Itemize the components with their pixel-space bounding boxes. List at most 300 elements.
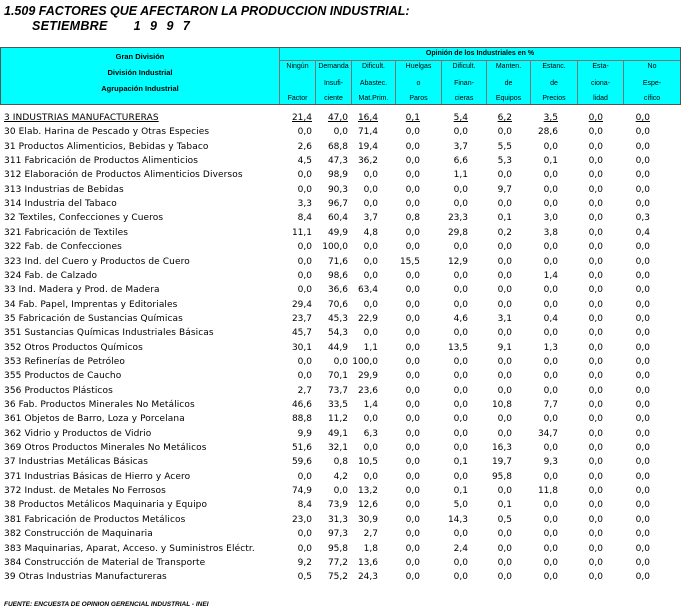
column-header: [577, 61, 623, 104]
row-value: 0,0: [588, 385, 603, 396]
row-value: 0,0: [363, 328, 378, 339]
row-label: 322 Fab. de Confecciones: [4, 242, 122, 253]
row-value: 0,0: [588, 529, 603, 540]
table-row: [0, 155, 681, 169]
row-value: 23,0: [291, 514, 312, 525]
row-value: 0,0: [497, 543, 512, 554]
row-value: 0,0: [497, 428, 512, 439]
column-header-line: ciente: [324, 95, 343, 102]
row-value: 0,0: [588, 213, 603, 224]
row-value: 0,0: [453, 328, 468, 339]
column-header-line: Esta-: [592, 63, 609, 70]
row-label: 313 Industrias de Bebidas: [4, 184, 124, 195]
row-value: 0,2: [497, 227, 512, 238]
row-value: 9,3: [543, 457, 558, 468]
row-value: 0,0: [405, 557, 420, 568]
row-value: 24,3: [357, 572, 378, 583]
column-header: [351, 61, 395, 104]
row-value: 6,6: [453, 156, 468, 167]
row-value: 0,5: [297, 572, 312, 583]
column-header-line: Espe-: [642, 80, 662, 87]
row-value: 0,0: [543, 141, 558, 152]
row-value: 0,0: [405, 486, 420, 497]
row-value: 0,0: [588, 356, 603, 367]
row-value: 0,0: [405, 342, 420, 353]
row-value: 1,3: [543, 342, 558, 353]
row-value: 0,0: [635, 342, 650, 353]
row-value: 100,0: [322, 242, 348, 253]
row-value: 0,8: [333, 457, 348, 468]
row-value: 0,0: [297, 127, 312, 138]
table-row: [0, 356, 681, 370]
row-value: 2,7: [297, 385, 312, 396]
row-value: 90,3: [327, 184, 348, 195]
row-value: 0,0: [588, 299, 603, 310]
group-line: División Industrial: [107, 68, 173, 77]
row-value: 0,0: [405, 127, 420, 138]
column-header-line: Manten.: [495, 63, 522, 70]
row-value: 29,9: [357, 371, 378, 382]
row-value: 12,6: [357, 500, 378, 511]
table-row: [0, 241, 681, 255]
row-value: 0,0: [588, 457, 603, 468]
row-value: 1,1: [363, 342, 378, 353]
row-value: 0,0: [405, 443, 420, 454]
column-header-line: lidad: [593, 95, 608, 102]
column-header-line: No: [647, 63, 657, 70]
row-value: 2,7: [363, 529, 378, 540]
row-value: 0,0: [453, 199, 468, 210]
row-value: 0,0: [588, 557, 603, 568]
row-value: 0,0: [635, 543, 650, 554]
row-value: 0,0: [497, 270, 512, 281]
row-value: 0,0: [497, 557, 512, 568]
column-header-line: Paros: [409, 95, 428, 102]
row-value: 0,0: [497, 256, 512, 267]
row-value: 0,0: [543, 572, 558, 583]
row-value: 0,0: [297, 371, 312, 382]
row-value: 0,0: [543, 471, 558, 482]
row-value: 7,7: [543, 400, 558, 410]
row-value: 51,6: [291, 443, 312, 454]
row-value: 3,0: [543, 213, 558, 224]
row-value: 70,6: [327, 299, 348, 310]
row-value: 0,0: [453, 428, 468, 439]
row-value: 19,4: [357, 141, 378, 152]
table-row: [0, 212, 681, 226]
row-value: 0,0: [363, 256, 378, 267]
row-value: 0,0: [405, 514, 420, 525]
row-value: 0,0: [497, 385, 512, 396]
row-value: 0,0: [635, 529, 650, 540]
row-value: 0,0: [543, 170, 558, 181]
row-value: 0,0: [497, 199, 512, 210]
table-row: [0, 270, 681, 284]
row-value: 0,0: [588, 486, 603, 497]
row-value: 8,4: [297, 213, 312, 224]
row-value: 0,0: [405, 227, 420, 238]
table-row: [0, 413, 681, 427]
row-value: 0,0: [588, 443, 603, 454]
row-label: 35 Fabricación de Sustancias Químicas: [4, 313, 183, 324]
row-value: 73,9: [327, 500, 348, 511]
row-value: 0,0: [453, 400, 468, 410]
column-header: [486, 61, 530, 104]
row-value: 0,0: [543, 529, 558, 540]
row-value: 0,0: [497, 572, 512, 583]
row-label: 362 Vidrio y Productos de Vidrio: [4, 428, 152, 439]
row-label: 323 Ind. del Cuero y Productos de Cuero: [4, 256, 190, 267]
row-value: 34,7: [537, 428, 558, 439]
row-value: 21,4: [291, 113, 312, 123]
table-row: [0, 184, 681, 198]
row-value: 1,4: [543, 270, 558, 281]
row-label: 381 Fabricación de Productos Metálicos: [4, 514, 186, 525]
row-value: 30,9: [357, 514, 378, 525]
row-value: 54,3: [327, 328, 348, 339]
table-header: [0, 47, 681, 105]
row-value: 9,2: [297, 557, 312, 568]
row-value: 11,1: [291, 227, 312, 238]
row-value: 2,4: [453, 543, 468, 554]
row-value: 9,9: [297, 428, 312, 439]
row-value: 4,5: [297, 156, 312, 167]
row-value: 5,5: [497, 141, 512, 152]
row-value: 0,0: [635, 557, 650, 568]
row-label: 34 Fab. Papel, Imprentas y Editoriales: [4, 299, 178, 310]
source-footnote: FUENTE: ENCUESTA DE OPINION GERENCIAL INDUSTRIAL - INEI: [4, 601, 209, 608]
row-value: 3,8: [543, 227, 558, 238]
table-row: [0, 126, 681, 140]
row-value: 0,0: [543, 285, 558, 296]
row-value: 0,0: [405, 414, 420, 425]
table-row: [0, 327, 681, 341]
row-value: 30,1: [291, 342, 312, 353]
row-value: 5,0: [453, 500, 468, 511]
table-row: [0, 256, 681, 270]
table-row: [0, 543, 681, 557]
row-value: 0,0: [588, 414, 603, 425]
row-value: 0,0: [363, 242, 378, 253]
row-value: 0,0: [405, 313, 420, 324]
row-value: 0,0: [543, 256, 558, 267]
row-value: 0,0: [405, 543, 420, 554]
row-value: 29,4: [291, 299, 312, 310]
table-row: [0, 571, 681, 585]
row-value: 0,0: [405, 385, 420, 396]
table-row: [0, 485, 681, 499]
row-value: 0,0: [588, 113, 603, 123]
title-month: SETIEMBRE: [32, 19, 108, 33]
row-value: 23,6: [357, 385, 378, 396]
column-header-line: de: [550, 80, 558, 87]
row-value: 0,0: [405, 457, 420, 468]
row-value: 9,1: [497, 342, 512, 353]
row-value: 0,0: [635, 400, 650, 410]
row-value: 0,0: [588, 156, 603, 167]
table-row: [0, 456, 681, 470]
row-value: 0,0: [497, 486, 512, 497]
row-value: 3,1: [497, 313, 512, 324]
row-value: 0,0: [453, 127, 468, 138]
row-value: 0,0: [635, 385, 650, 396]
row-value: 0,0: [543, 557, 558, 568]
table-row: [0, 428, 681, 442]
row-label: 37 Industrias Metálicas Básicas: [4, 457, 149, 468]
opinion-header: Opinión de los Industriales en %: [279, 48, 680, 61]
row-label: 356 Productos Plásticos: [4, 385, 113, 396]
row-value: 0,0: [543, 543, 558, 554]
row-value: 0,0: [497, 328, 512, 339]
row-value: 0,8: [405, 213, 420, 224]
table-row: [0, 299, 681, 313]
column-header-line: de: [504, 80, 513, 87]
row-value: 10,8: [491, 400, 512, 410]
row-value: 98,6: [327, 270, 348, 281]
row-value: 0,0: [297, 184, 312, 195]
row-value: 74,9: [291, 486, 312, 497]
row-label: 311 Fabricación de Productos Alimenticios: [4, 156, 199, 167]
row-value: 0,0: [333, 127, 348, 138]
row-value: 16,3: [491, 443, 512, 454]
row-value: 1,8: [363, 543, 378, 554]
row-label: 33 Ind. Madera y Prod. de Madera: [4, 285, 160, 296]
row-value: 0,0: [635, 256, 650, 267]
column-header: [279, 61, 315, 104]
row-value: 0,0: [497, 529, 512, 540]
row-label: 312 Elaboración de Productos Alimenticios Diversos: [4, 170, 243, 181]
row-value: 0,0: [405, 141, 420, 152]
row-value: 0,0: [635, 285, 650, 296]
row-value: 0,0: [588, 514, 603, 525]
row-value: 0,0: [497, 299, 512, 310]
row-value: 0,0: [453, 572, 468, 583]
row-value: 0,0: [543, 242, 558, 253]
row-value: 0,5: [497, 514, 512, 525]
row-value: 0,0: [405, 170, 420, 181]
table-row: [0, 141, 681, 155]
row-value: 0,0: [588, 428, 603, 439]
table-row: [0, 370, 681, 384]
row-value: 0,0: [543, 414, 558, 425]
row-value: 0,0: [405, 242, 420, 253]
row-value: 23,3: [447, 213, 468, 224]
row-value: 4,6: [453, 313, 468, 324]
row-value: 0,0: [333, 486, 348, 497]
row-value: 0,0: [497, 414, 512, 425]
row-value: 0,0: [635, 199, 650, 210]
row-value: 0,0: [635, 471, 650, 482]
row-value: 0,3: [635, 213, 650, 224]
row-value: 0,0: [497, 127, 512, 138]
row-value: 0,0: [497, 170, 512, 181]
table-row: [0, 313, 681, 327]
row-value: 0,0: [405, 285, 420, 296]
title-line-1: 1.509 FACTORES QUE AFECTARON LA PRODUCCION INDUSTRIAL:: [4, 4, 410, 18]
row-value: 0,0: [453, 184, 468, 195]
row-value: 29,8: [447, 227, 468, 238]
row-value: 0,0: [405, 356, 420, 367]
row-value: 0,0: [635, 299, 650, 310]
table-row: [0, 399, 681, 413]
row-value: 4,2: [333, 471, 348, 482]
table-row: [0, 227, 681, 241]
row-value: 0,0: [453, 299, 468, 310]
row-value: 0,0: [635, 156, 650, 167]
table-row: [0, 557, 681, 571]
table-row: [0, 514, 681, 528]
column-header-line: Dificult.: [362, 63, 385, 70]
row-value: 0,0: [497, 285, 512, 296]
row-value: 0,0: [363, 270, 378, 281]
row-value: 0,0: [453, 385, 468, 396]
row-value: 0,0: [635, 443, 650, 454]
row-value: 11,8: [537, 486, 558, 497]
row-value: 0,0: [405, 270, 420, 281]
row-value: 0,0: [297, 170, 312, 181]
group-line: Agrupación Industrial: [101, 84, 179, 93]
row-value: 0,0: [297, 285, 312, 296]
row-value: 0,0: [363, 299, 378, 310]
row-value: 49,1: [327, 428, 348, 439]
row-value: 47,3: [327, 156, 348, 167]
row-value: 9,7: [497, 184, 512, 195]
row-label: 38 Productos Metálicos Maquinaria y Equipo: [4, 500, 208, 511]
row-value: 1,4: [363, 400, 378, 410]
row-value: 44,9: [327, 342, 348, 353]
row-value: 23,7: [291, 313, 312, 324]
row-value: 63,4: [357, 285, 378, 296]
row-value: 0,0: [453, 285, 468, 296]
column-header: [395, 61, 441, 104]
row-value: 73,7: [327, 385, 348, 396]
row-value: 0,0: [497, 371, 512, 382]
row-value: 0,0: [543, 299, 558, 310]
row-value: 0,0: [588, 400, 603, 410]
row-label: 353 Refinerías de Petróleo: [4, 356, 126, 367]
row-label: 31 Productos Alimenticios, Bebidas y Tabaco: [4, 141, 209, 152]
row-label: 371 Industrias Básicas de Hierro y Acero: [4, 471, 191, 482]
row-value: 15,5: [399, 256, 420, 267]
row-value: 0,0: [635, 356, 650, 367]
title-line-2: [4, 19, 410, 34]
row-value: 0,0: [405, 529, 420, 540]
row-value: 60,4: [327, 213, 348, 224]
row-value: 0,0: [363, 170, 378, 181]
row-value: 0,0: [635, 500, 650, 511]
row-value: 70,1: [327, 371, 348, 382]
row-value: 1,1: [453, 170, 468, 181]
row-label: 36 Fab. Productos Minerales No Metálicos: [4, 400, 195, 410]
row-value: 49,9: [327, 227, 348, 238]
row-value: 6,2: [497, 113, 512, 123]
row-value: 0,0: [405, 184, 420, 195]
table-row: [0, 499, 681, 513]
row-value: 0,0: [363, 184, 378, 195]
row-value: 0,0: [635, 486, 650, 497]
row-value: 3,7: [363, 213, 378, 224]
row-value: 0,0: [405, 371, 420, 382]
row-value: 14,3: [447, 514, 468, 525]
column-header-line: cífico: [643, 95, 661, 102]
row-value: 0,0: [588, 127, 603, 138]
column-header: [315, 61, 351, 104]
row-value: 97,3: [327, 529, 348, 540]
row-value: 98,9: [327, 170, 348, 181]
row-value: 0,0: [588, 227, 603, 238]
row-value: 0,0: [635, 113, 650, 123]
row-value: 0,0: [543, 385, 558, 396]
row-value: 0,1: [453, 457, 468, 468]
column-header-line: Dificult.: [452, 63, 476, 70]
row-value: 36,6: [327, 285, 348, 296]
row-label: 384 Construcción de Material de Transporte: [4, 557, 206, 568]
row-label: 372 Indust. de Metales No Ferrosos: [4, 486, 166, 497]
column-header: [530, 61, 577, 104]
row-value: 0,0: [635, 313, 650, 324]
row-value: 0,0: [635, 457, 650, 468]
row-value: 0,0: [453, 529, 468, 540]
row-value: 0,0: [635, 428, 650, 439]
row-value: 0,0: [588, 543, 603, 554]
row-value: 96,7: [327, 199, 348, 210]
row-value: 0,0: [297, 529, 312, 540]
row-value: 0,0: [635, 127, 650, 138]
row-value: 0,0: [453, 414, 468, 425]
row-value: 0,1: [497, 213, 512, 224]
row-value: 0,0: [453, 371, 468, 382]
row-value: 0,0: [635, 371, 650, 382]
row-value: 0,0: [588, 313, 603, 324]
row-value: 33,5: [327, 400, 348, 410]
column-header-line: Ningún: [286, 63, 309, 70]
row-value: 5,3: [497, 156, 512, 167]
row-value: 0,4: [635, 227, 650, 238]
row-value: 0,0: [588, 256, 603, 267]
row-value: 0,0: [543, 199, 558, 210]
row-value: 0,0: [635, 170, 650, 181]
row-value: 3,3: [297, 199, 312, 210]
row-value: 8,4: [297, 500, 312, 511]
group-line: Gran División: [115, 52, 165, 61]
column-header: [623, 61, 680, 104]
row-value: 0,0: [497, 242, 512, 253]
row-value: 0,0: [543, 443, 558, 454]
row-value: 36,2: [357, 156, 378, 167]
column-header-line: o: [416, 80, 421, 87]
row-label: 361 Objetos de Barro, Loza y Porcelana: [4, 414, 185, 425]
row-value: 0,0: [543, 514, 558, 525]
row-value: 0,0: [297, 471, 312, 482]
table-row: [0, 442, 681, 456]
column-header-line: Insufi-: [323, 80, 344, 87]
row-value: 5,4: [453, 113, 468, 123]
row-value: 6,3: [363, 428, 378, 439]
row-value: 0,0: [405, 572, 420, 583]
row-value: 0,0: [588, 500, 603, 511]
row-label: 32 Textiles, Confecciones y Cueros: [4, 213, 164, 224]
row-label: 324 Fab. de Calzado: [4, 270, 98, 281]
row-label: 369 Otros Productos Minerales No Metálicos: [4, 443, 207, 454]
row-value: 0,1: [453, 486, 468, 497]
column-header-line: Demanda: [318, 63, 349, 70]
row-value: 12,9: [447, 256, 468, 267]
row-value: 13,6: [357, 557, 378, 568]
table-row: [0, 112, 681, 126]
row-label: 355 Productos de Caucho: [4, 371, 122, 382]
row-value: 0,1: [497, 500, 512, 511]
row-value: 71,4: [357, 127, 378, 138]
